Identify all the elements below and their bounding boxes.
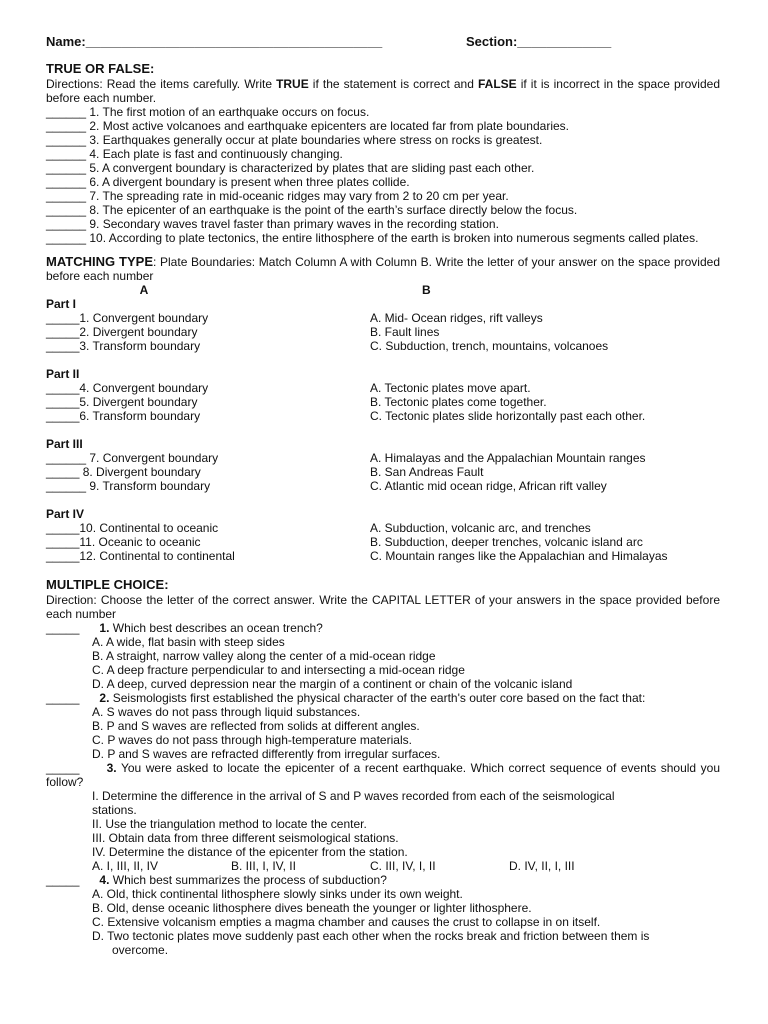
question-4 xyxy=(46,873,720,887)
match-a-item: _____11. Oceanic to oceanic xyxy=(46,535,201,549)
match-row xyxy=(46,549,720,563)
answer-blank: _____ xyxy=(46,691,80,705)
match-b-item: A. Subduction, volcanic arc, and trenches xyxy=(370,521,591,535)
option: A. S waves do not pass through liquid substances. xyxy=(92,705,361,719)
tf-dir-part: if the statement is correct and xyxy=(308,77,478,91)
match-a-item: _____4. Convergent boundary xyxy=(46,381,209,395)
sequence-step: IV. Determine the distance of the epicenter from the station. xyxy=(92,845,408,859)
name-blank: _________________________________________ xyxy=(85,34,383,49)
match-b-item: C. Atlantic mid ocean ridge, African rift valley xyxy=(370,479,607,493)
match-a-item: _____1. Convergent boundary xyxy=(46,311,209,325)
option: D. A deep, curved depression near the margin of a continent or chain of the volcanic island xyxy=(92,677,573,691)
question-2 xyxy=(46,691,720,705)
match-b-item: B. Subduction, deeper trenches, volcanic island arc xyxy=(370,535,643,549)
option: C. A deep fracture perpendicular to and intersecting a mid-ocean ridge xyxy=(92,663,465,677)
match-b-item: B. Fault lines xyxy=(370,325,440,339)
tf-item: ______ 4. Each plate is fast and continuously changing. xyxy=(46,147,343,161)
option: A. I, III, II, IV xyxy=(92,859,159,873)
sequence-step: II. Use the triangulation method to locate the center. xyxy=(92,817,367,831)
tf-item: ______ 1. The first motion of an earthquake occurs on focus. xyxy=(46,105,370,119)
option: B. Old, dense oceanic lithosphere dives beneath the younger or lighter lithosphere. xyxy=(92,901,532,915)
spacer xyxy=(46,493,720,507)
option: D. P and S waves are refracted differently from irregular surfaces. xyxy=(92,747,441,761)
match-row xyxy=(46,325,720,339)
match-b-item: B. San Andreas Fault xyxy=(370,465,484,479)
option: A. Old, thick continental lithosphere slowly sinks under its own weight. xyxy=(92,887,463,901)
column-a-header: A xyxy=(139,283,149,297)
tf-dir-part: Directions: Read the items carefully. Write xyxy=(46,77,277,91)
column-headers xyxy=(46,283,720,297)
multiple-choice-directions: Direction: Choose the letter of the correct answer. Write the CAPITAL LETTER of your answers in the space provided before each number xyxy=(46,593,720,621)
question-text: Which best describes an ocean trench? xyxy=(109,621,323,635)
match-b-item: C. Subduction, trench, mountains, volcanoes xyxy=(370,339,609,353)
spacer xyxy=(46,353,720,367)
match-row xyxy=(46,311,720,325)
match-row xyxy=(46,381,720,395)
tf-item: ______ 9. Secondary waves travel faster than primary waves in the recording station. xyxy=(46,217,499,231)
question-3 xyxy=(46,761,720,789)
part-label: Part II xyxy=(46,367,80,381)
part-label: Part III xyxy=(46,437,83,451)
true-false-title: TRUE OR FALSE: xyxy=(46,61,155,76)
question-number: 1. xyxy=(99,621,110,635)
match-row xyxy=(46,409,720,423)
spacer xyxy=(46,423,720,437)
match-a-item: _____12. Continental to continental xyxy=(46,549,235,563)
tf-item: ______ 7. The spreading rate in mid-oceanic ridges may vary from 2 to 20 cm per year. xyxy=(46,189,509,203)
sequence-step: III. Obtain data from three different seismological stations. xyxy=(92,831,399,845)
option: C. III, IV, I, II xyxy=(370,859,436,873)
multiple-choice-title: MULTIPLE CHOICE: xyxy=(46,577,169,592)
section-label: Section: xyxy=(466,34,518,49)
tf-item: ______ 2. Most active volcanoes and earthquake epicenters are located far from plate boundaries. xyxy=(46,119,569,133)
match-a-item: _____3. Transform boundary xyxy=(46,339,201,353)
tf-dir-part: if it is incorrect in the space provided before each number. xyxy=(46,77,720,105)
header-row xyxy=(46,32,720,52)
section-blank: _____________ xyxy=(517,34,612,49)
match-a-item: _____5. Divergent boundary xyxy=(46,395,198,409)
matching-directions-text: : Plate Boundaries: Match Column A with Column B. Write the letter of your answer on the space provided before each number xyxy=(46,255,720,283)
match-row xyxy=(46,479,720,493)
match-a-item: _____ 8. Divergent boundary xyxy=(46,465,201,479)
name-label: Name: xyxy=(46,34,86,49)
option: D. IV, II, I, III xyxy=(509,859,575,873)
match-a-item: _____10. Continental to oceanic xyxy=(46,521,219,535)
option: B. A straight, narrow valley along the center of a mid-ocean ridge xyxy=(92,649,436,663)
match-b-item: A. Mid- Ocean ridges, rift valleys xyxy=(370,311,543,325)
option: D. Two tectonic plates move suddenly past each other when the rocks break and friction between them is xyxy=(92,929,650,943)
match-row xyxy=(46,339,720,353)
question-number: 4. xyxy=(99,873,110,887)
option: C. P waves do not pass through high-temperature materials. xyxy=(92,733,412,747)
match-b-item: A. Tectonic plates move apart. xyxy=(370,381,531,395)
matching-directions xyxy=(46,255,720,283)
question-number: 3. xyxy=(106,761,117,775)
tf-item: ______ 3. Earthquakes generally occur at plate boundaries where stress on rocks is greatest. xyxy=(46,133,543,147)
true-false-directions xyxy=(46,77,720,105)
match-a-item: _____6. Transform boundary xyxy=(46,409,201,423)
match-b-item: C. Mountain ranges like the Appalachian and Himalayas xyxy=(370,549,668,563)
match-a-item: ______ 7. Convergent boundary xyxy=(46,451,219,465)
option-row xyxy=(46,859,720,873)
tf-item: ______ 5. A convergent boundary is characterized by plates that are sliding past each other. xyxy=(46,161,535,175)
match-a-item: ______ 9. Transform boundary xyxy=(46,479,211,493)
part-label: Part IV xyxy=(46,507,85,521)
tf-item: ______ 6. A divergent boundary is present when three plates collide. xyxy=(46,175,410,189)
match-a-item: _____2. Divergent boundary xyxy=(46,325,198,339)
match-row xyxy=(46,535,720,549)
question-1 xyxy=(46,621,720,635)
option: B. P and S waves are reflected from solids at different angles. xyxy=(92,719,420,733)
matching-title: MATCHING TYPE xyxy=(46,254,153,269)
answer-blank: _____ xyxy=(46,761,80,775)
tf-dir-false: FALSE xyxy=(477,77,517,91)
question-text: Seismologists first established the physical character of the earth's outer core based on the fact that: xyxy=(109,691,646,705)
option-continuation: overcome. xyxy=(112,943,169,957)
sequence-step: I. Determine the difference in the arrival of S and P waves recorded from each of the seismological xyxy=(92,789,615,803)
tf-dir-true: TRUE xyxy=(276,77,309,91)
part-label: Part I xyxy=(46,297,77,311)
match-row xyxy=(46,451,720,465)
question-text: Which best summarizes the process of subduction? xyxy=(109,873,387,887)
option: A. A wide, flat basin with steep sides xyxy=(92,635,285,649)
option: B. III, I, IV, II xyxy=(231,859,296,873)
match-b-item: A. Himalayas and the Appalachian Mountain ranges xyxy=(370,451,646,465)
column-b-header: B xyxy=(422,283,431,297)
answer-blank: _____ xyxy=(46,621,80,635)
match-b-item: B. Tectonic plates come together. xyxy=(370,395,547,409)
match-row xyxy=(46,395,720,409)
question-text: You were asked to locate the epicenter of a recent earthquake. Which correct sequence of events should you follow? xyxy=(46,761,720,789)
answer-blank: _____ xyxy=(46,873,80,887)
match-row xyxy=(46,521,720,535)
match-b-item: C. Tectonic plates slide horizontally past each other. xyxy=(370,409,646,423)
sequence-step: stations. xyxy=(92,803,137,817)
tf-item: ______ 10. According to plate tectonics, the entire lithosphere of the earth is broken into numerous segments called plates. xyxy=(46,231,699,245)
tf-item: ______ 8. The epicenter of an earthquake is the point of the earth’s surface directly below the focus. xyxy=(46,203,578,217)
section-field xyxy=(466,32,611,52)
option: C. Extensive volcanism empties a magma chamber and causes the crust to collapse in on itself. xyxy=(92,915,601,929)
question-number: 2. xyxy=(99,691,110,705)
match-row xyxy=(46,465,720,479)
worksheet-page xyxy=(46,32,720,957)
